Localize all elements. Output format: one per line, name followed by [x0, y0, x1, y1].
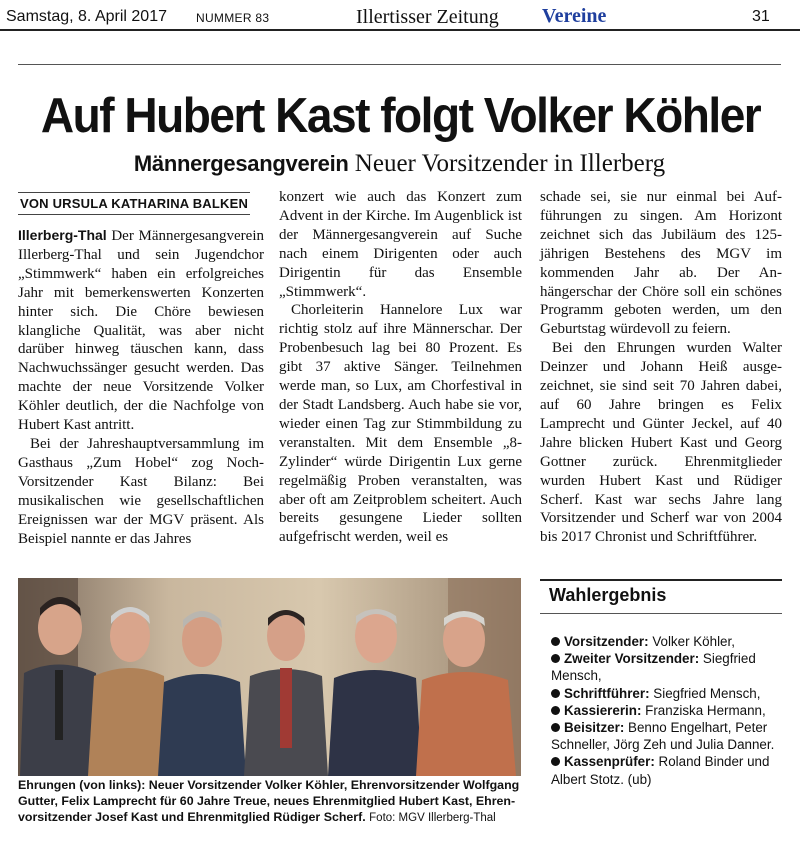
header-rule [0, 29, 800, 31]
caption-text: Ehrungen (von links): Neuer Vorsitzender Volker Köhler, Ehrenvorsitzender Wolfgang Gutter, Felix Lamprecht für 60 Jahre Treue, neues Ehrenmitglied Hubert Kast, Ehrenvorsitzender Josef Kast und Ehrenmitglied Rüdiger Scherf. [18, 778, 520, 824]
infobox-top-rule [540, 579, 782, 581]
kicker: Männergesangverein [133, 151, 349, 176]
role-label: Vorsitzender: [564, 634, 649, 649]
article-column-1 [18, 226, 264, 548]
election-results-list [551, 633, 783, 788]
list-item [551, 650, 783, 684]
role-names: Franziska Hermann, [645, 702, 766, 718]
infobox-rule [540, 613, 782, 614]
role-label: Kassiererin: [564, 702, 642, 718]
dateline: Illerberg-Thal [18, 227, 107, 243]
page-number: 31 [752, 8, 770, 25]
subheadline-text: Neuer Vorsitzender in Illerberg [354, 150, 666, 177]
list-item [551, 685, 783, 702]
infobox-title: Wahlergebnis [549, 585, 667, 605]
section-name: Vereine [542, 5, 607, 27]
list-item [551, 753, 783, 787]
role-label: Kassenprüfer: [564, 754, 655, 770]
role-names: Roland Binder und Albert Stotz. (ub) [551, 754, 770, 787]
role-names: Siegfried Mensch, [551, 651, 756, 684]
role-label: Schriftführer: [564, 685, 650, 701]
paragraph: Chorleiterin Hannelore Lux war richtig stolz auf ihre Männerschar. Der Probenbesuch lag bei 80 Prozent. Es gibt 37 aktive Sänger. Teilnehmen werde man, so Lux, am Chorfestival in der Stadt Landsberg. Auch habe sie vor, wieder einen Tag zur Stimmbildung zu veranstalten. Mit dem Ensemble „8-Zylinder“ würde Dirigentin Lux gerne regelmäßig Proben veranstalten, was aber oft am Zeitproblem scheitert. Auch bereits gesungene Lieder sollten aufgefrischt werden, weil es [279, 302, 522, 546]
role-names: Benno Engelhart, Peter Schneller, Jörg Zeh und Julia Danner. [551, 720, 775, 753]
paragraph-text: Der Männergesangverein Illerberg-Thal und sein Jugendchor „Stimmwerk“ haben ein erfolgreiches Jahr mit bemerkenswerten Konzerten hinter sich. Die Chöre bewiesen klangliche Qualität, was aber nicht darüber hinweg täuschen kann, dass Nachwuchssänger gesucht werden. Das machte der neue Vorsitzende Volker Köhler deutlich, der die Nachfolge von Hubert Kast antritt. [18, 228, 264, 434]
bullet-icon [551, 723, 560, 732]
byline: VON URSULA KATHARINA BALKEN [18, 192, 250, 215]
list-item [551, 633, 783, 650]
headline: Auf Hubert Kast folgt Volker Köhler [40, 89, 761, 143]
paragraph: Bei den Ehrungen wurden Walter Deinzer und Johann Heiß ausgezeichnet, sie sind seit 70 Jahren dabei, auf 60 Jahre bringen es Felix Lamprecht und Günter Jeckel, auf 40 Jahre blicken Hubert Kast und Georg Gottner zurück. Ehrenmitglieder wurden Hubert Kast und Rüdiger Scherf. Kast war sechs Jahre lang Vorsitzender und Scherf war von 2004 bis 2017 Chronist und Schriftführer. [540, 340, 782, 546]
role-names: Volker Köhler, [652, 634, 735, 649]
subheadline [18, 150, 781, 178]
article-column-2 [279, 188, 522, 547]
issue-number: NUMMER 83 [196, 11, 270, 25]
article-top-rule [18, 64, 781, 65]
list-item [551, 719, 783, 753]
bullet-icon [551, 757, 560, 766]
article-column-3 [540, 188, 782, 547]
bullet-icon [551, 654, 560, 663]
bullet-icon [551, 706, 560, 715]
group-photo-image [18, 578, 521, 776]
paragraph: Bei der Jahreshauptversammlung im Gasthaus „Zum Hobel“ zog Noch-Vorsitzender Kast Bilanz: Bei musikalischen wie gesellschaftlichen Ereignissen war der MGV präsent. Als Beispiel nannte er das Jahres [18, 435, 264, 547]
newspaper-name: Illertisser Zeitung [356, 6, 499, 28]
photo-caption [18, 777, 523, 826]
paragraph: konzert wie auch das Konzert zum Advent in der Kirche. Im Augenblick ist der Männergesangverein auf Suche nach einem Dirigenten oder auch Dirigentin für das Ensemble „Stimmwerk“. [279, 189, 522, 300]
bullet-icon [551, 637, 560, 646]
role-label: Zweiter Vorsitzender: [564, 651, 700, 667]
role-label: Beisitzer: [564, 720, 625, 736]
paragraph [18, 226, 264, 435]
paragraph: schade sei, sie nur einmal bei Aufführungen zu singen. Am Horizont zeichnet sich das Jubiläum des 125-jährigen Bestehens des MGV im kommenden Jahr ab. Der Anhängerschar der Chöre soll ein schönes Programm geboten werden, um den Geburtstag würdevoll zu feiern. [540, 189, 782, 338]
group-photo [18, 578, 521, 776]
role-names: Siegfried Mensch, [653, 685, 761, 701]
bullet-icon [551, 689, 560, 698]
issue-date: Samstag, 8. April 2017 [6, 8, 167, 25]
list-item [551, 702, 783, 719]
photo-credit: Foto: MGV Illerberg-Thal [369, 812, 496, 824]
